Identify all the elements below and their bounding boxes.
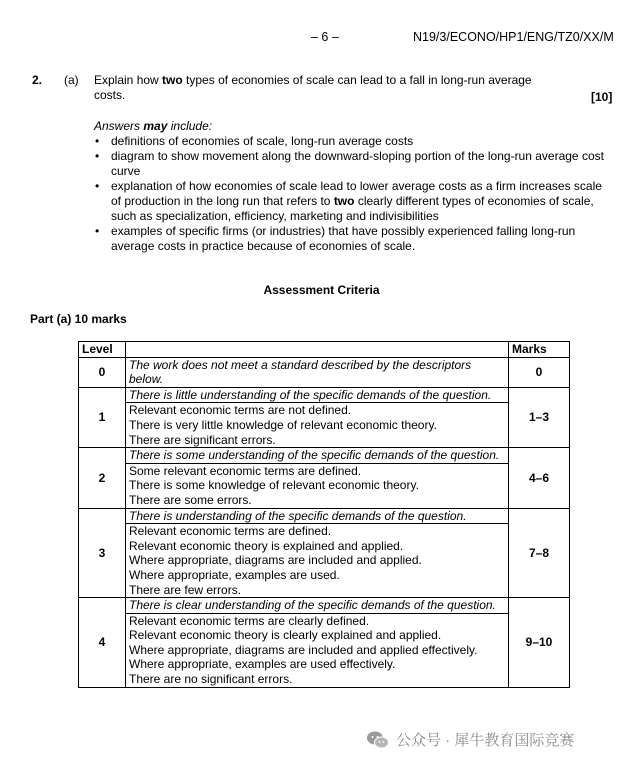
question-emphasis: two bbox=[162, 73, 183, 87]
marks-cell: 0 bbox=[509, 357, 570, 387]
level-column-header: Level bbox=[79, 342, 126, 358]
table-row bbox=[79, 387, 570, 403]
question-marks: [10] bbox=[591, 90, 613, 104]
level-summary: The work does not meet a standard described by the descriptors below. bbox=[126, 357, 509, 387]
watermark-text: 公众号 · 犀牛教育国际竞赛 bbox=[396, 732, 575, 749]
answer-item: • definitions of economies of scale, long-run average costs bbox=[94, 134, 614, 149]
part-label: Part (a) 10 marks bbox=[30, 312, 127, 326]
level-cell: 2 bbox=[79, 448, 126, 508]
table-row bbox=[79, 463, 570, 508]
wechat-icon bbox=[366, 730, 390, 750]
table-row bbox=[79, 357, 570, 387]
answer-item: • diagram to show movement along the downward-sloping portion of the long-run average cost curve bbox=[94, 149, 614, 179]
level-cell: 1 bbox=[79, 387, 126, 447]
level-details: Relevant economic terms are not defined. There is very little knowledge of relevant economic theory. There are significant errors. bbox=[126, 403, 509, 448]
level-summary: There is clear understanding of the specific demands of the question. bbox=[126, 598, 509, 614]
level-cell: 4 bbox=[79, 598, 126, 688]
answers-heading: Answers may include: bbox=[94, 119, 213, 133]
assessment-criteria-table bbox=[78, 341, 570, 688]
marks-cell: 1–3 bbox=[509, 387, 570, 447]
marks-column-header: Marks bbox=[509, 342, 570, 358]
level-details: Relevant economic terms are clearly defined. Relevant economic theory is clearly explained and applied. Where appropriate, diagrams are included and applied effectively. Where appropriate, examples are used effectively. There are no significant errors. bbox=[126, 613, 509, 687]
question-part: (a) bbox=[64, 73, 79, 87]
table-row bbox=[79, 524, 570, 598]
answers-list bbox=[94, 134, 614, 254]
level-cell: 3 bbox=[79, 508, 126, 598]
level-details: Some relevant economic terms are defined. There is some knowledge of relevant economic theory. There are some errors. bbox=[126, 463, 509, 508]
document-code: N19/3/ECONO/HP1/ENG/TZ0/XX/M bbox=[413, 30, 614, 44]
level-summary: There is little understanding of the specific demands of the question. bbox=[126, 387, 509, 403]
table-row bbox=[79, 403, 570, 448]
level-summary: There is understanding of the specific demands of the question. bbox=[126, 508, 509, 524]
table-header-row bbox=[79, 342, 570, 358]
question-text: Explain how two types of economies of scale can lead to a fall in long-run average costs. bbox=[94, 73, 532, 102]
level-cell: 0 bbox=[79, 357, 126, 387]
answer-item: • examples of specific firms (or industries) that have possibly experienced falling long-run average costs in practice because of economies of scale. bbox=[94, 224, 614, 254]
marks-cell: 7–8 bbox=[509, 508, 570, 598]
criteria-title: Assessment Criteria bbox=[263, 283, 380, 297]
descriptor-column-header bbox=[126, 342, 509, 358]
question-number: 2. bbox=[32, 73, 43, 87]
table-row bbox=[79, 598, 570, 614]
level-summary: There is some understanding of the specific demands of the question. bbox=[126, 448, 509, 464]
table-row bbox=[79, 613, 570, 687]
answer-item: • explanation of how economies of scale lead to lower average costs as a firm increases scale of production in the long run that refers to two clearly different types of economies of scale, such as specialization, efficiency, marketing and indivisibilities bbox=[94, 179, 614, 224]
page-number: – 6 – bbox=[311, 30, 339, 44]
level-details: Relevant economic terms are defined. Relevant economic theory is explained and applied. Where appropriate, diagrams are included and applied. Where appropriate, examples are used. There are few errors. bbox=[126, 524, 509, 598]
marks-cell: 4–6 bbox=[509, 448, 570, 508]
watermark bbox=[366, 729, 574, 750]
marks-cell: 9–10 bbox=[509, 598, 570, 688]
table-row bbox=[79, 448, 570, 464]
table-row bbox=[79, 508, 570, 524]
